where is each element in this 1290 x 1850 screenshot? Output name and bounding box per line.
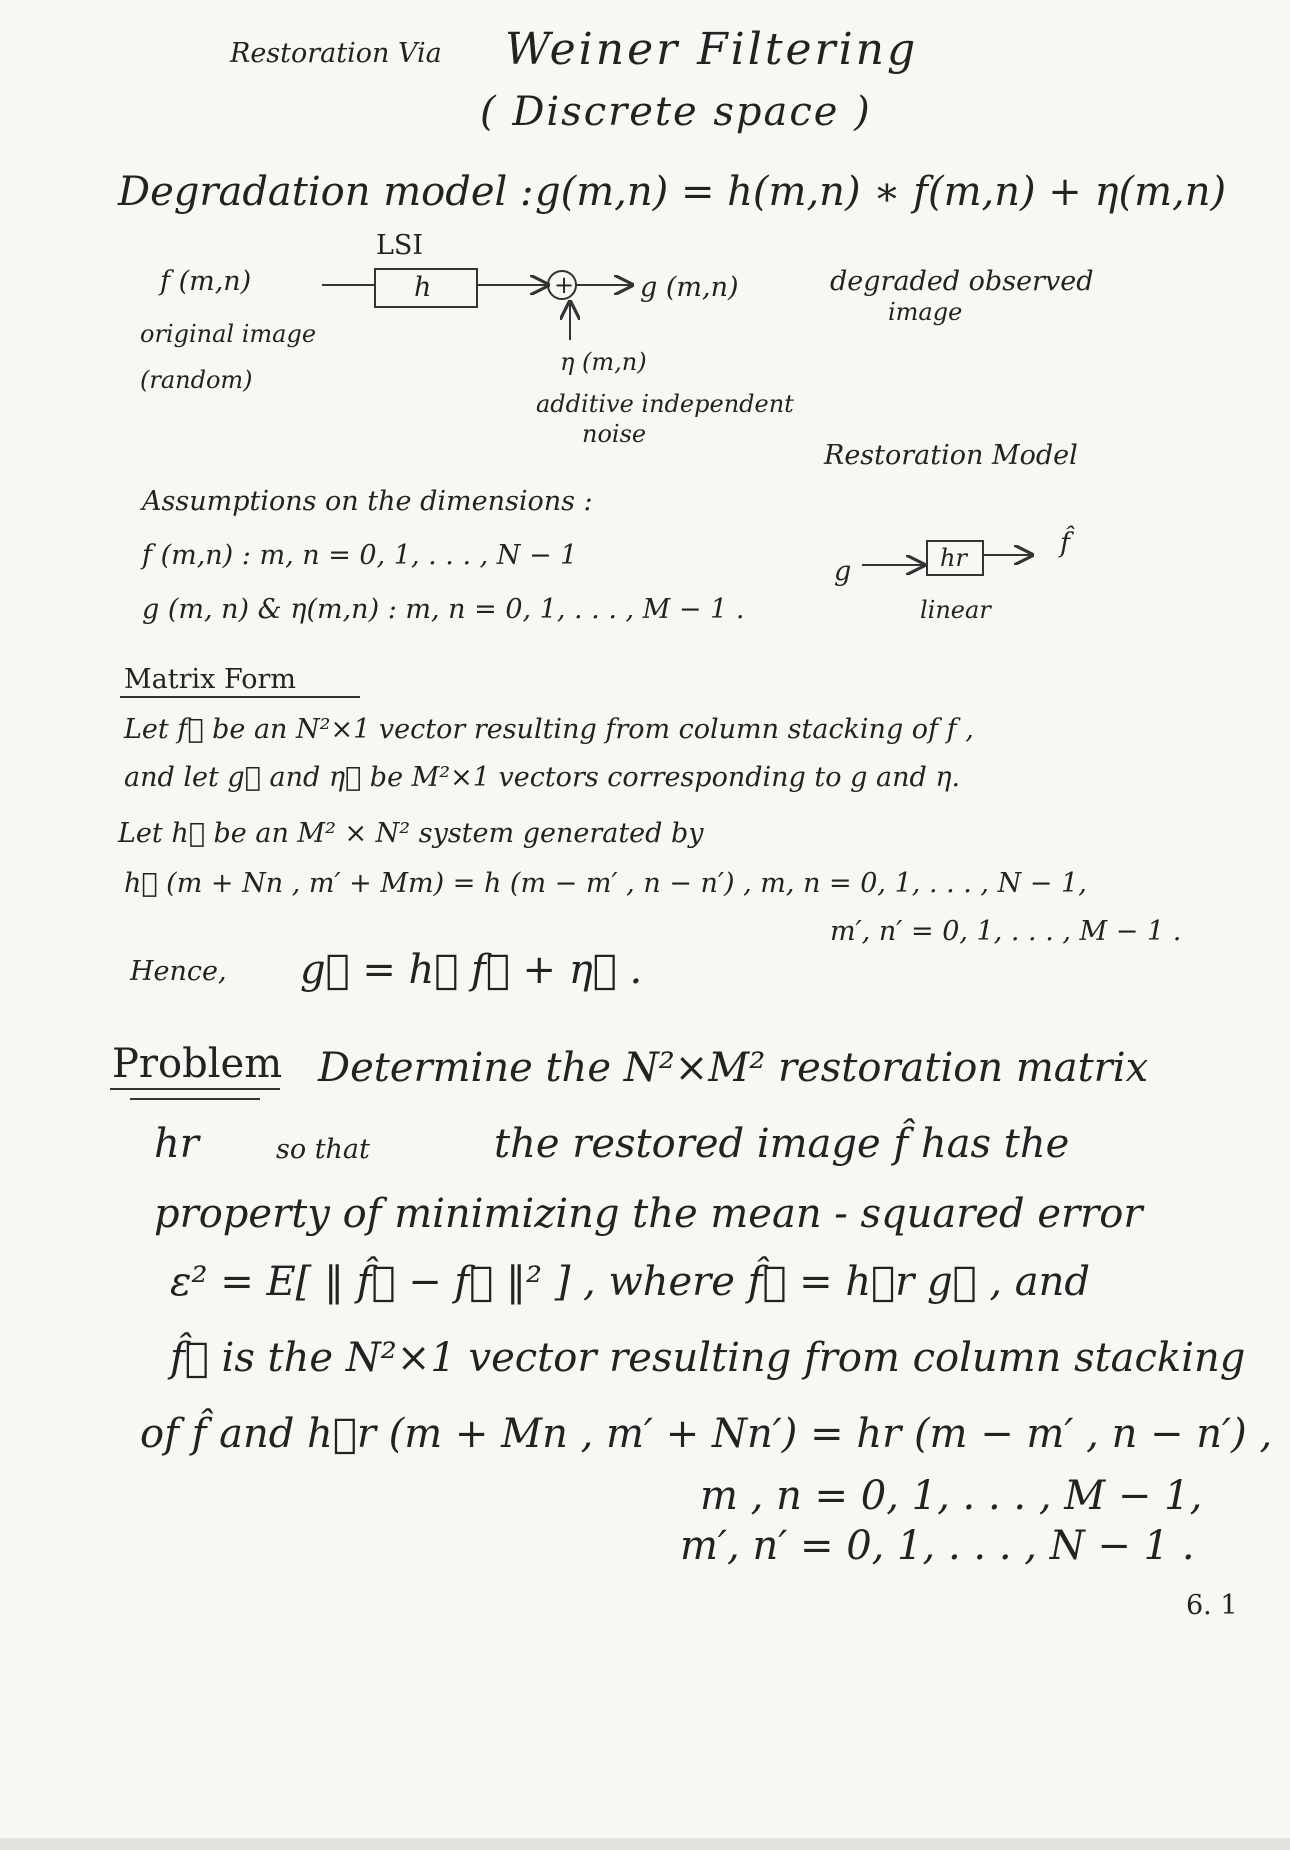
problem-line2-rest: the restored image f̂ has the [494,1121,1070,1167]
diagram-output-desc: degraded observed [830,266,1094,297]
diagram-output-image: image [888,298,963,326]
diagram-input-random: (random) [140,366,253,394]
page-bottom-edge [0,1838,1290,1850]
problem-line6: of f̂ and h⃗r (m + Mn , m′ + Nn′) = hr (m − m′ , n − n′) , [140,1411,1273,1457]
hence-equation: g⃗ = h⃗ f⃗ + η⃗ . [300,947,643,993]
problem-line1: Determine the N²×M² restoration matrix [318,1045,1149,1091]
assumptions-heading: Assumptions on the dimensions : [142,486,593,517]
restoration-model-label: Restoration Model [824,440,1078,471]
problem-underline-2 [130,1098,260,1100]
problem-line3: property of minimizing the mean - squared error [154,1191,1143,1237]
matrix-form-underline [120,696,360,698]
diagram-input-desc: original image [140,320,317,348]
problem-line5: f̂⃗ is the N²×1 vector resulting from column stacking [170,1335,1246,1381]
problem-heading: Problem [112,1041,283,1087]
matrix-form-line5: m′, n′ = 0, 1, . . . , M − 1 . [830,916,1182,947]
diagram-output-label: g (m,n) [640,272,739,303]
restoration-input: g [834,556,852,587]
restoration-box-label: hr [940,544,967,572]
problem-line2-hr: hr [154,1121,199,1167]
page-number: 6. 1 [1186,1590,1238,1621]
diagram-system-label: LSI [376,230,424,261]
page-subtitle: ( Discrete space ) [480,89,872,135]
matrix-form-heading: Matrix Form [124,664,296,695]
assumptions-line2: g (m, n) & η(m,n) : m, n = 0, 1, . . . , M − 1 . [142,594,745,625]
diagram-noise-desc: additive independent [536,390,794,418]
restoration-box [926,540,984,576]
problem-line8: m′, n′ = 0, 1, . . . , N − 1 . [680,1523,1195,1569]
restoration-output: f̂ [1060,528,1070,559]
matrix-form-line1: Let f⃗ be an N²×1 vector resulting from column stacking of f , [124,714,974,745]
degradation-model-label: Degradation model : [118,169,534,215]
degradation-equation: g(m,n) = h(m,n) ∗ f(m,n) + η(m,n) [535,169,1227,215]
diagram-adder-plus: + [554,271,575,299]
hence-label: Hence, [130,956,227,987]
problem-line2-sothat: so that [276,1134,370,1165]
diagram-system-h: h [414,272,432,303]
matrix-form-line3: Let h⃗ be an M² × N² system generated by [118,818,704,849]
assumptions-line1: f (m,n) : m, n = 0, 1, . . . , N − 1 [142,540,578,571]
restoration-linear: linear [920,596,991,624]
title-prefix: Restoration Via [230,38,442,69]
diagram-noise-label: η (m,n) [560,348,647,376]
problem-line4: ε² = E[ ‖ f̂⃗ − f⃗ ‖² ] , where f̂⃗ = h⃗r g⃗ , and [170,1259,1090,1305]
diagram-input-label: f (m,n) [160,266,252,297]
page-title: Weiner Filtering [505,24,919,75]
problem-line7: m , n = 0, 1, . . . , M − 1, [700,1473,1203,1519]
diagram-noise-noise: noise [582,420,647,448]
problem-underline-1 [110,1088,280,1090]
matrix-form-line4: h⃗ (m + Nn , m′ + Mm) = h (m − m′ , n − n′) , m, n = 0, 1, . . . , N − 1, [124,868,1087,899]
matrix-form-line2: and let g⃗ and η⃗ be M²×1 vectors corresponding to g and η. [124,762,961,793]
